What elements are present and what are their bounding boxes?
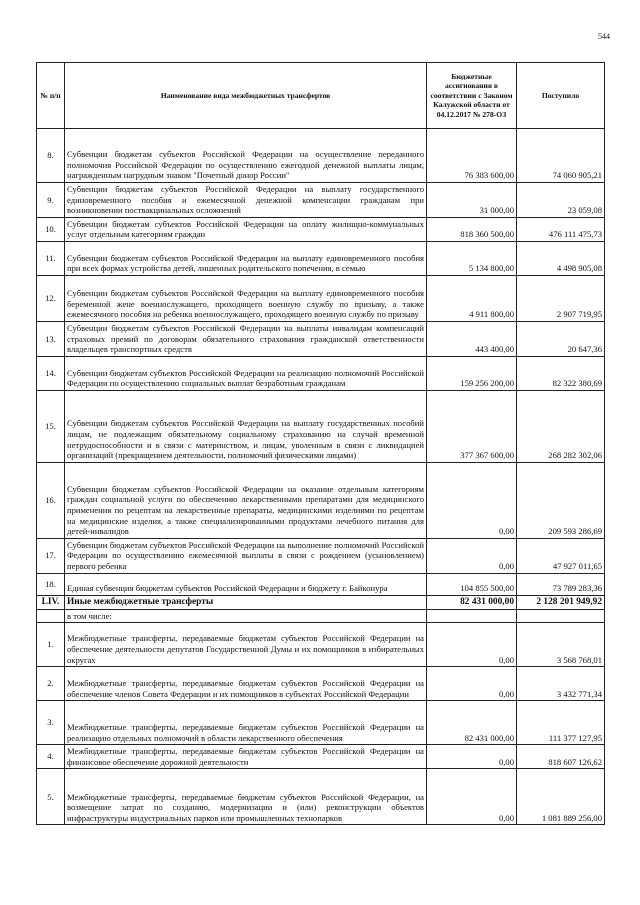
row-plan-amount: 0,00 xyxy=(427,462,517,538)
header-plan: Бюджетные ассигнования в соответствии с Законом Калужской области от 04.12.2017 № 278-ОЗ xyxy=(427,63,517,129)
row-plan-amount: 31 000,00 xyxy=(427,183,517,218)
header-num: № п/п xyxy=(37,63,65,129)
table-row xyxy=(37,623,605,667)
row-number: 15. xyxy=(37,390,65,462)
row-paid-amount: 74 060 905,21 xyxy=(517,129,605,183)
row-number: 4. xyxy=(37,745,65,769)
row-name: Межбюджетные трансферты, передаваемые бюджетам субъектов Российской Федерации на реализацию отдельных полномочий в области лекарственного обеспечения xyxy=(65,701,427,745)
row-plan-amount: 0,00 xyxy=(427,623,517,667)
row-name: Субвенции бюджетам субъектов Российской Федерации на оказание отдельным категориям граждан социальной услуги по обеспечению лекарственными препаратами для медицинского применения по рецептам на лекарственные препараты, медицинскими изделиями по рецептам на медицинские изделия, а также специализированными продуктами лечебного питания для детей-инвалидов xyxy=(65,462,427,538)
row-plan-amount: 4 911 800,00 xyxy=(427,275,517,321)
row-paid-amount: 111 377 127,95 xyxy=(517,701,605,745)
table-row xyxy=(37,129,605,183)
empty-cell xyxy=(517,609,605,623)
row-paid-amount: 82 322 380,69 xyxy=(517,356,605,390)
row-name: Субвенции бюджетам субъектов Российской Федерации на выплату единовременного пособия при всех формах устройства детей, лишенных родительского попечения, в семью xyxy=(65,241,427,275)
table-row xyxy=(37,462,605,538)
row-plan-amount: 159 256 200,00 xyxy=(427,356,517,390)
row-plan-amount: 5 134 800,00 xyxy=(427,241,517,275)
row-plan-amount: 443 400,00 xyxy=(427,321,517,356)
table-row xyxy=(37,745,605,769)
table-row xyxy=(37,538,605,573)
row-plan-amount: 76 383 600,00 xyxy=(427,129,517,183)
table-row xyxy=(37,390,605,462)
including-row xyxy=(37,609,605,623)
row-paid-amount: 476 111 475,73 xyxy=(517,217,605,241)
row-paid-amount: 3 568 768,01 xyxy=(517,623,605,667)
table-row xyxy=(37,217,605,241)
row-plan-amount: 818 360 500,00 xyxy=(427,217,517,241)
table-row xyxy=(37,183,605,218)
row-name: Межбюджетные трансферты, передаваемые бюджетам субъектов Российской Федерации на финансовое обеспечение дорожной деятельности xyxy=(65,745,427,769)
table-row xyxy=(37,701,605,745)
row-paid-amount: 2 128 201 949,92 xyxy=(517,595,605,609)
row-paid-amount: 2 907 719,95 xyxy=(517,275,605,321)
row-name: Субвенции бюджетам субъектов Российской Федерации на выплаты инвалидам компенсаций страховых премий по договорам обязательного страхования гражданской ответственности владельцев транспортных средств xyxy=(65,321,427,356)
row-plan-amount: 0,00 xyxy=(427,769,517,825)
row-number: 10. xyxy=(37,217,65,241)
row-name: Субвенции бюджетам субъектов Российской Федерации на выплату государственного единовременного пособия и ежемесячной денежной компенсации гражданам при возникновении поствакцинальных осложнений xyxy=(65,183,427,218)
table-row xyxy=(37,275,605,321)
row-number: 12. xyxy=(37,275,65,321)
row-paid-amount: 1 081 889 256,00 xyxy=(517,769,605,825)
row-name: Субвенции бюджетам субъектов Российской Федерации на реализацию полномочий Российской Федерации по осуществлению социальных выплат безработным гражданам xyxy=(65,356,427,390)
row-number: 2. xyxy=(37,667,65,701)
row-paid-amount: 23 059,08 xyxy=(517,183,605,218)
row-name: Субвенции бюджетам субъектов Российской Федерации на осуществление переданного полномочия Российской Федерации по осуществлению ежегодной денежной выплаты лицам, награжденным нагрудным знаком "Почетный донор России" xyxy=(65,129,427,183)
row-plan-amount: 104 855 500,00 xyxy=(427,573,517,595)
row-plan-amount: 0,00 xyxy=(427,745,517,769)
row-paid-amount: 47 927 011,65 xyxy=(517,538,605,573)
row-paid-amount: 268 282 302,06 xyxy=(517,390,605,462)
row-name: Субвенции бюджетам субъектов Российской Федерации на оплату жилищно-коммунальных услуг отдельным категориям граждан xyxy=(65,217,427,241)
row-plan-amount: 377 367 600,00 xyxy=(427,390,517,462)
row-name: Межбюджетные трансферты, передаваемые бюджетам субъектов Российской Федерации, на возмещение затрат по созданию, модернизации и (или) реконструкции объектов инфраструктуры индустриальных парков или промышленных технопарков xyxy=(65,769,427,825)
row-name: Межбюджетные трансферты, передаваемые бюджетам субъектов Российской Федерации на обеспечение деятельности депутатов Государственной Думы и их помощников в избирательных округах xyxy=(65,623,427,667)
row-number: 18. xyxy=(37,573,65,595)
table-header-row xyxy=(37,63,605,129)
row-paid-amount: 209 593 286,69 xyxy=(517,462,605,538)
empty-cell xyxy=(37,609,65,623)
row-paid-amount: 818 607 126,62 xyxy=(517,745,605,769)
row-paid-amount: 20 647,36 xyxy=(517,321,605,356)
table-row xyxy=(37,241,605,275)
table-row xyxy=(37,667,605,701)
row-number: 9. xyxy=(37,183,65,218)
including-label: в том числе: xyxy=(65,609,427,623)
row-number: 11. xyxy=(37,241,65,275)
row-number: 5. xyxy=(37,769,65,825)
row-name: Иные межбюджетные трансферты xyxy=(65,595,427,609)
row-number: 14. xyxy=(37,356,65,390)
header-name: Наименование вида межбюджетных трансфертов xyxy=(65,63,427,129)
header-paid: Поступило xyxy=(517,63,605,129)
row-paid-amount: 3 432 771,34 xyxy=(517,667,605,701)
row-number: 1. xyxy=(37,623,65,667)
row-plan-amount: 0,00 xyxy=(427,538,517,573)
row-name: Субвенции бюджетам субъектов Российской Федерации на выплату государственных пособий лицам, не подлежащим обязательному социальному страхованию на случай временной нетрудоспособности и в связи с материнством, и лицам, уволенным в связи с ликвидацией организаций (прекращением деятельности, полномочий физическими лицами) xyxy=(65,390,427,462)
page-number: 544 xyxy=(598,32,610,41)
row-name: Единая субвенция бюджетам субъектов Российской Федерации и бюджету г. Байконура xyxy=(65,573,427,595)
row-name: Субвенции бюджетам субъектов Российской Федерации на выплату единовременного пособия беременной жене военнослужащего, проходящего военную службу по призыву, а также ежемесячного пособия на ребенка военнослужащего, проходящего военную службу по призыву xyxy=(65,275,427,321)
table-row xyxy=(37,595,605,609)
row-number: LIV. xyxy=(37,595,65,609)
row-name: Межбюджетные трансферты, передаваемые бюджетам субъектов Российской Федерации на обеспечение членов Совета Федерации и их помощников в субъектах Российской Федерации xyxy=(65,667,427,701)
table-row xyxy=(37,769,605,825)
budget-transfers-table xyxy=(36,62,605,825)
row-plan-amount: 82 431 000,00 xyxy=(427,701,517,745)
table-row xyxy=(37,356,605,390)
row-number: 3. xyxy=(37,701,65,745)
row-number: 13. xyxy=(37,321,65,356)
row-name: Субвенции бюджетам субъектов Российской Федерации на выполнение полномочий Российской Федерации по осуществлению ежемесячной выплаты в связи с рождением (усыновлением) первого ребенка xyxy=(65,538,427,573)
row-plan-amount: 82 431 000,00 xyxy=(427,595,517,609)
row-paid-amount: 4 498 905,08 xyxy=(517,241,605,275)
empty-cell xyxy=(427,609,517,623)
table-row xyxy=(37,573,605,595)
table-row xyxy=(37,321,605,356)
row-number: 17. xyxy=(37,538,65,573)
row-number: 16. xyxy=(37,462,65,538)
row-paid-amount: 73 789 283,36 xyxy=(517,573,605,595)
row-number: 8. xyxy=(37,129,65,183)
row-plan-amount: 0,00 xyxy=(427,667,517,701)
